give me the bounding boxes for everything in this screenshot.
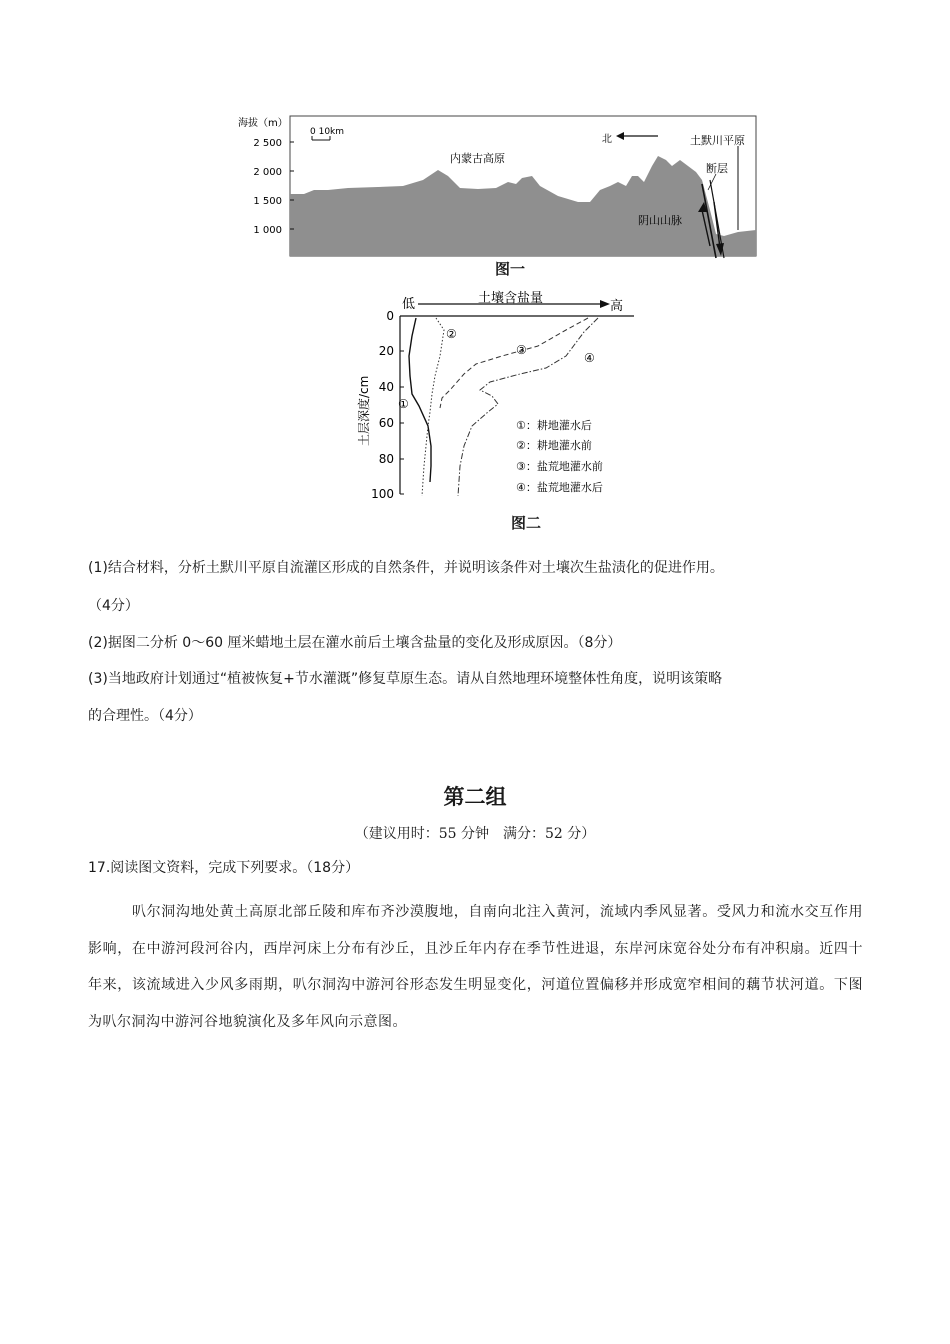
curve-1 [409, 318, 431, 482]
legend-item-2: ②：耕地灌水前 [516, 439, 592, 452]
low-label: 低 [402, 297, 416, 312]
high-label: 高 [610, 299, 624, 314]
curve-3 [440, 318, 588, 408]
depth-tick-label: 80 [378, 452, 394, 466]
curve-mark-4: ④ [584, 351, 595, 365]
depth-tick-label: 40 [378, 380, 394, 394]
question-2: (2)据图二分析 0～60 厘米蜡地土层在灌水前后土壤含盐量的变化及形成原因。（8分） [88, 635, 622, 651]
depth-tick-label: 100 [371, 487, 394, 501]
section-note: （建议用时：55 分钟 满分：52 分） [354, 826, 596, 842]
elevation-tick-label: 1 000 [253, 225, 282, 236]
question-17-text: 叭尔洞沟地处黄土高原北部丘陵和库布齐沙漠腹地，自南向北注入黄河，流域内季风显著。受风力和流水交互作用影响，在中游河段河谷内，西岸河床上分布有沙丘，且沙丘年内存在季节性进退，东岸河床宽谷处分布有冲积扇。近四十年来，该流域进入少风多雨期，叭尔洞沟中游河谷形态发生明显变化，河道位置偏移并形成宽窄相间的藕节状河道。下图为叭尔洞沟中游河谷地貌演化及多年风向示意图。 [88, 904, 863, 1030]
curve-mark-2: ② [446, 327, 457, 341]
question-17-title: 17.阅读图文资料，完成下列要求。（18分） [88, 860, 360, 876]
legend-item-4: ④：盐荒地灌水后 [516, 481, 603, 494]
elevation-tick-label: 2 500 [253, 138, 282, 149]
curve-mark-3: ③ [516, 343, 527, 357]
mountains-label: 阴山山脉 [638, 214, 682, 227]
question-3-line-1: (3)当地政府计划通过“植被恢复+节水灌溉”修复草原生态。请从自然地理环境整体性角度，说明该策略 [88, 671, 723, 687]
section-title: 第二组 [443, 785, 507, 809]
top-axis-label: 土壤含盐量 [478, 291, 544, 306]
elevation-tick-label: 1 500 [253, 196, 282, 207]
depth-tick-label: 0 [386, 309, 394, 323]
legend-item-1: ①：耕地灌水后 [516, 419, 592, 432]
question-1-line-2: （4分） [88, 598, 139, 614]
top-axis-arrow [600, 300, 610, 308]
elevation-ticks [253, 138, 294, 236]
terrain-profile-figure [238, 110, 758, 272]
plateau-label: 内蒙古高原 [450, 152, 505, 165]
depth-axis-label: 土层深度/cm [357, 375, 371, 446]
plain-label: 土默川平原 [690, 134, 745, 147]
elevation-tick-label: 2 000 [253, 167, 282, 178]
question-1-line-1: (1)结合材料，分析土默川平原自流灌区形成的自然条件，并说明该条件对土壤次生盐渍化的促进作用。 [88, 560, 724, 576]
north-label: 北 [602, 134, 612, 145]
elevation-axis-label: 海拔（m） [238, 118, 288, 129]
fault-label: 断层 [706, 162, 728, 175]
figure1-caption: 图一 [495, 260, 526, 278]
curve-mark-1: ① [398, 397, 409, 411]
depth-tick-label: 20 [378, 344, 394, 358]
question-3-line-2: 的合理性。（4分） [88, 708, 202, 724]
legend-item-3: ③：盐荒地灌水前 [516, 460, 603, 473]
figure2-caption: 图二 [511, 514, 542, 532]
salt-profile-figure [352, 286, 642, 502]
depth-tick-label: 60 [378, 416, 394, 430]
scale-label: 0 10km [310, 127, 345, 137]
